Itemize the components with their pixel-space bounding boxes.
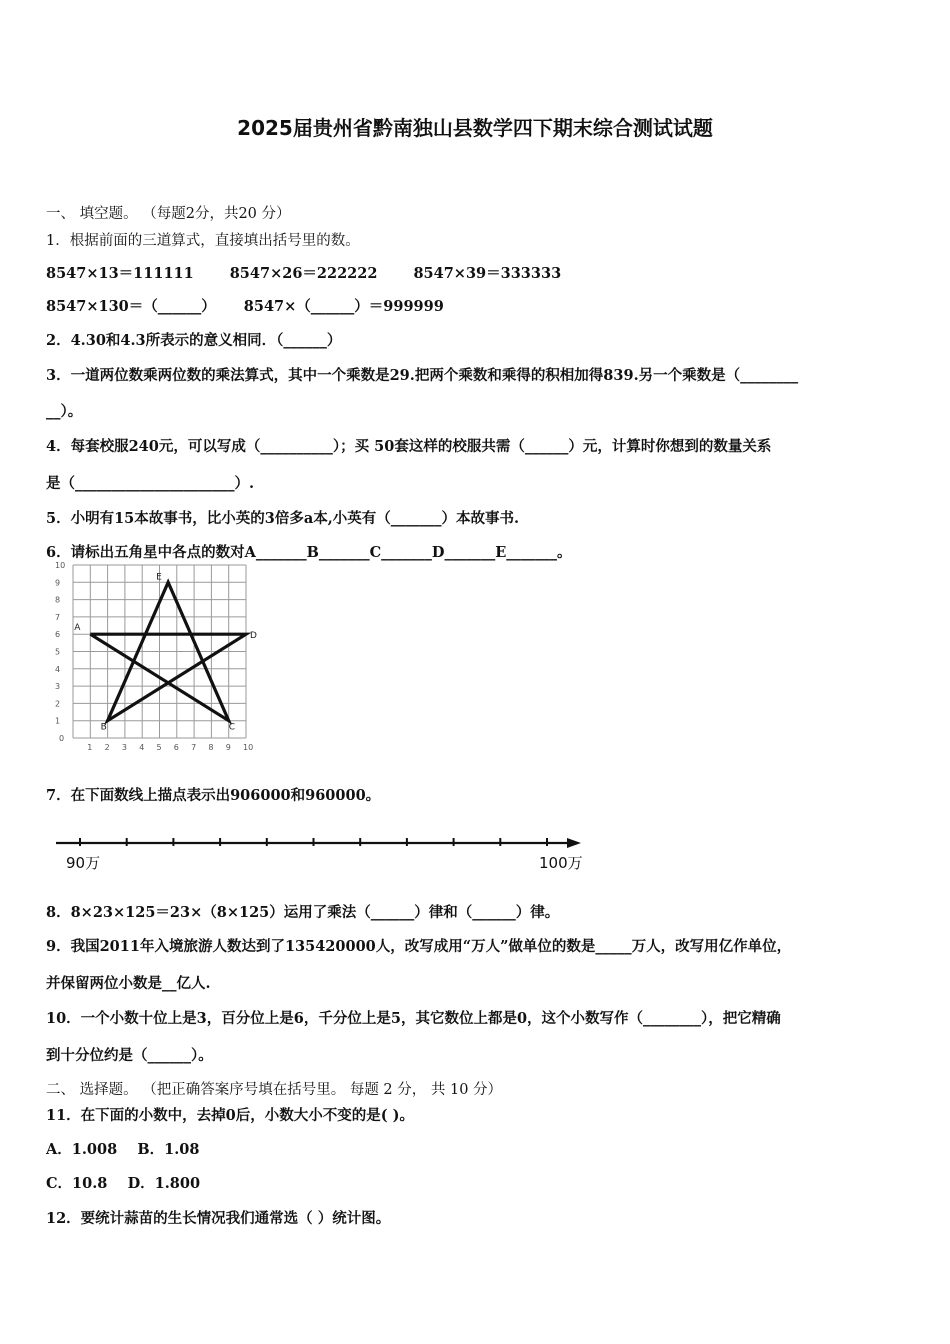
x-tick-label: 2 — [104, 743, 110, 752]
question-10-line2: 到十分位约是（______）。 — [46, 1047, 213, 1064]
section-heading-fill-in: 一、 填空题。 （每题2分，共20 分） — [46, 206, 291, 222]
question-3-line1: 3．一道两位数乘两位数的乘法算式，其中一个乘数是29.把两个乘数和乘得的积相加得839.另一个乘数是（________ — [46, 367, 799, 384]
option-d: D．1.800 — [127, 1175, 201, 1192]
number-line-figure — [52, 826, 597, 878]
equation-a: 8547×13＝111111 — [46, 265, 194, 282]
y-tick-label: 1 — [55, 716, 61, 726]
x-tick-label: 5 — [156, 743, 162, 752]
equation-e: 8547×（______）＝999999 — [243, 298, 444, 315]
y-tick-label: 8 — [55, 595, 61, 605]
y-tick-label: 3 — [55, 682, 61, 692]
question-11: 11．在下面的小数中，去掉0后，小数大小不变的是( )。 — [46, 1107, 415, 1124]
question-1: 1．根据前面的三道算式，直接填出括号里的数。 — [46, 233, 360, 249]
star-point-label-a: A — [74, 623, 81, 634]
x-tick-label: 1 — [87, 743, 93, 752]
star-grid-figure — [40, 561, 285, 758]
option-a: A．1.008 — [46, 1141, 118, 1158]
question-5: 5．小明有15本故事书，比小英的3倍多a本,小英有（_______）本故事书. — [46, 510, 520, 527]
question-4-line1: 4．每套校服240元，可以写成（__________）；买 50套这样的校服共需（______）元，计算时你想到的数量关系 — [46, 438, 772, 455]
star-point-label-c: C — [228, 722, 235, 733]
page-title: 2025届贵州省黔南独山县数学四下期末综合测试试题 — [237, 116, 713, 140]
option-c: C．10.8 — [46, 1175, 108, 1192]
number-line-arrow — [567, 838, 581, 848]
question-7: 7．在下面数线上描点表示出906000和960000。 — [46, 787, 381, 804]
equation-b: 8547×26＝222222 — [229, 265, 378, 282]
question-1-equations-row2 — [46, 295, 444, 316]
question-8: 8．8×23×125＝23×（8×125）运用了乘法（______）律和（______）律。 — [46, 904, 560, 921]
y-tick-label: 5 — [55, 647, 61, 657]
y-tick-label: 4 — [55, 664, 61, 674]
star-point-label-b: B — [100, 722, 107, 733]
question-1-equations-row1 — [46, 262, 561, 283]
x-tick-label: 3 — [121, 743, 127, 752]
question-4-line2: 是（______________________）. — [46, 475, 255, 492]
x-tick-label: 8 — [208, 743, 214, 752]
question-11-options-row1 — [46, 1138, 199, 1159]
y-tick-label: 2 — [55, 699, 61, 709]
x-tick-label: 6 — [173, 743, 179, 752]
x-tick-label: 10 — [243, 743, 254, 752]
y-tick-label: 10 — [55, 561, 66, 570]
y-tick-label: 7 — [55, 612, 61, 622]
question-9-line1: 9．我国2011年入境旅游人数达到了135420000人，改写成用“万人”做单位的数是_____万人，改写用亿作单位， — [46, 938, 792, 955]
section-heading-choice: 二、 选择题。 （把正确答案序号填在括号里。 每题 2 分， 共 10 分） — [46, 1082, 503, 1098]
question-9-line2: 并保留两位小数是__亿人. — [46, 975, 211, 992]
question-6: 6．请标出五角星中各点的数对A_______B_______C_______D_______E_______。 — [46, 544, 572, 561]
question-3-line2: __）。 — [46, 403, 83, 420]
x-tick-label: 9 — [225, 743, 231, 752]
option-b: B．1.08 — [137, 1141, 200, 1158]
equation-d: 8547×130＝（______） — [46, 298, 216, 315]
question-12: 12．要统计蒜苗的生长情况我们通常选（ ）统计图。 — [46, 1210, 391, 1227]
number-line-end-label: 100万 — [539, 854, 583, 872]
star-point-label-e: E — [156, 572, 162, 583]
question-11-options-row2 — [46, 1172, 200, 1193]
number-line-start-label: 90万 — [66, 854, 101, 872]
y-tick-label: 9 — [55, 578, 61, 588]
question-2: 2．4.30和4.3所表示的意义相同．（______） — [46, 332, 342, 349]
equation-c: 8547×39＝333333 — [413, 265, 562, 282]
x-tick-label: 0 — [59, 734, 65, 743]
question-10-line1: 10．一个小数十位上是3，百分位上是6，千分位上是5，其它数位上都是0，这个小数写作（________），把它精确 — [46, 1010, 781, 1027]
y-tick-label: 6 — [55, 630, 61, 640]
star-point-label-d: D — [250, 631, 257, 642]
x-tick-label: 7 — [191, 743, 197, 752]
x-tick-label: 4 — [139, 743, 145, 752]
